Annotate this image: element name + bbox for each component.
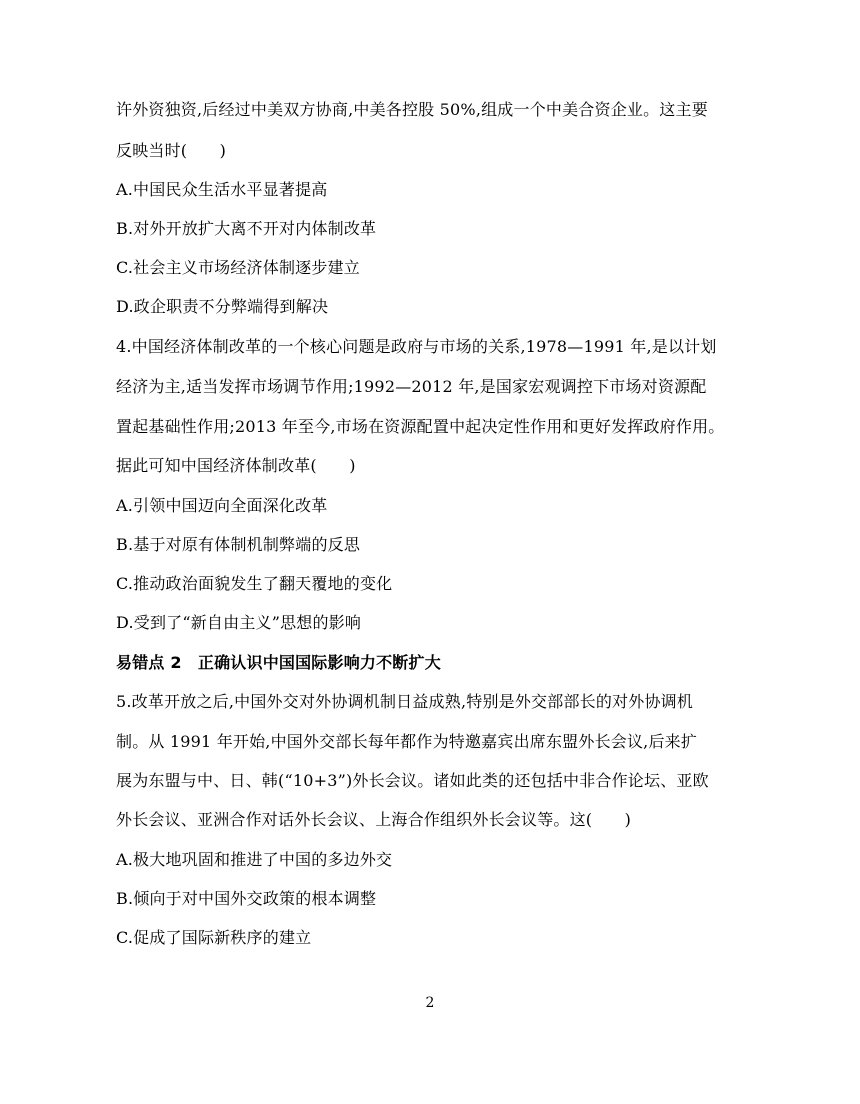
q4-option-a: A.引领中国迈向全面深化改革 <box>116 496 328 515</box>
q4-option-b: B.基于对原有体制机制弊端的反思 <box>116 535 361 554</box>
q3-option-b: B.对外开放扩大离不开对内体制改革 <box>116 219 377 238</box>
q5-text-line-4: 外长会议、亚洲合作对话外长会议、上海合作组织外长会议等。这( ) <box>116 810 632 829</box>
q5-text-line-3: 展为东盟与中、日、韩(“10+3”)外长会议。诸如此类的还包括中非合作论坛、亚欧 <box>116 771 709 790</box>
q4-option-c: C.推动政治面貌发生了翻天覆地的变化 <box>116 574 393 593</box>
q3-option-a: A.中国民众生活水平显著提高 <box>116 180 328 199</box>
q4-text-line-1: 4.中国经济体制改革的一个核心问题是政府与市场的关系,1978—1991 年,是以计划 <box>116 337 717 356</box>
q5-option-a: A.极大地巩固和推进了中国的多边外交 <box>116 850 393 869</box>
section-heading: 易错点 2 正确认识中国国际影响力不断扩大 <box>116 653 441 672</box>
q3-text-line-1: 许外资独资,后经过中美双方协商,中美各控股 50%,组成一个中美合资企业。这主要 <box>116 100 708 119</box>
q5-text-line-1: 5.改革开放之后,中国外交对外协调机制日益成熟,特别是外交部部长的对外协调机 <box>116 692 694 711</box>
q5-option-b: B.倾向于对中国外交政策的根本调整 <box>116 889 377 908</box>
q3-text-line-2: 反映当时( ) <box>116 141 227 160</box>
q4-text-line-3: 置起基础性作用;2013 年至今,市场在资源配置中起决定性作用和更好发挥政府作用。 <box>116 417 725 436</box>
q5-text-line-2: 制。从 1991 年开始,中国外交部长每年都作为特邀嘉宾出席东盟外长会议,后来扩 <box>116 732 698 751</box>
q4-text-line-2: 经济为主,适当发挥市场调节作用;1992—2012 年,是国家宏观调控下市场对资源配 <box>116 377 707 396</box>
q4-option-d: D.受到了“新自由主义”思想的影响 <box>116 613 362 632</box>
q4-text-line-4: 据此可知中国经济体制改革( ) <box>116 456 356 475</box>
q3-option-c: C.社会主义市场经济体制逐步建立 <box>116 258 360 277</box>
q5-option-c: C.促成了国际新秩序的建立 <box>116 928 312 947</box>
page-number: 2 <box>425 995 435 1011</box>
q3-option-d: D.政企职责不分弊端得到解决 <box>116 297 329 316</box>
